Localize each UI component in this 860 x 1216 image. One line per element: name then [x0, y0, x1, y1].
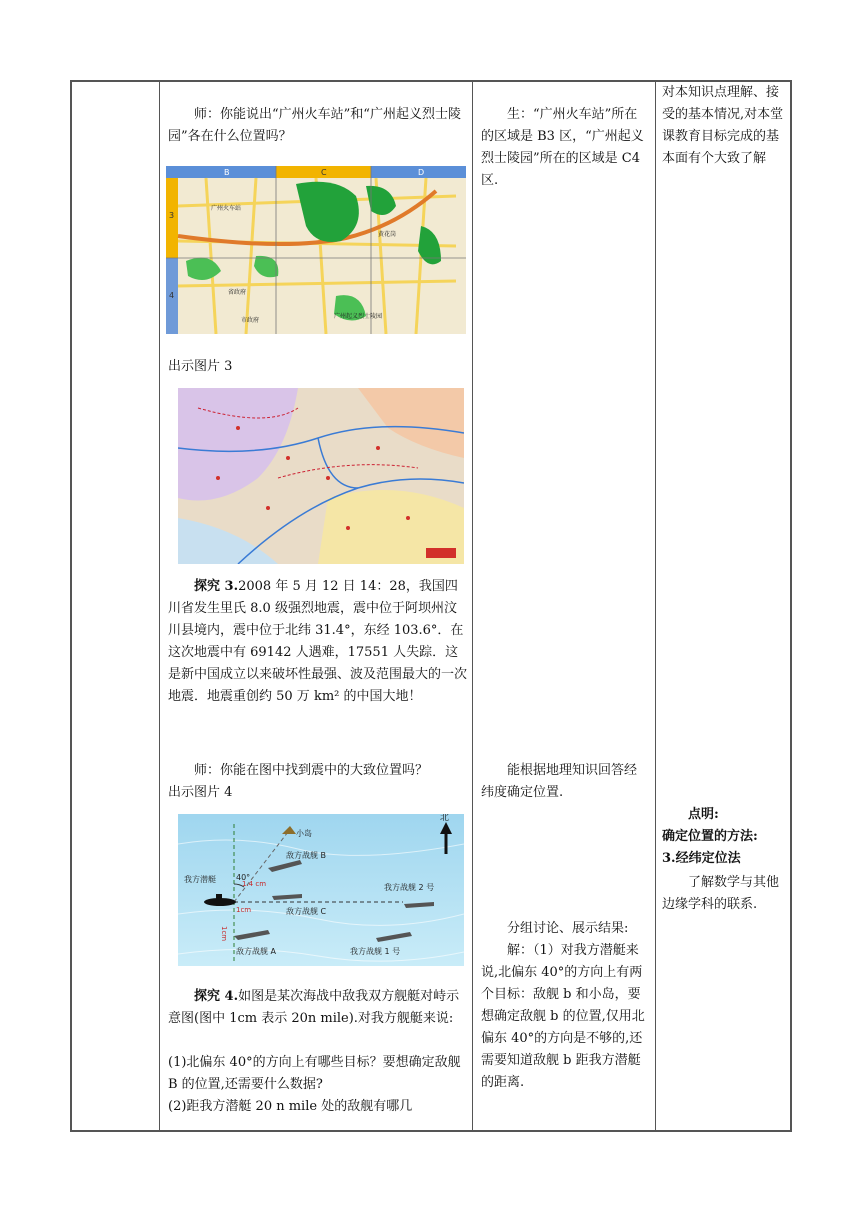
map-label-station: 广州火车站 — [211, 205, 242, 212]
column-design-intent — [656, 82, 790, 1130]
submarine-label: 我方潜艇 — [184, 875, 216, 884]
lesson-table — [70, 80, 792, 1132]
point-title: 点明: — [688, 807, 719, 822]
question-1: (1)北偏东 40°的方向上有哪些目标？要想确定敌舰 B 的位置,还需要什么数据? — [168, 1055, 461, 1092]
explore-4-text: 如图是某次海战中敌我双方舰艇对峙示意图(图中 1cm 表示 20n mile).对我方舰艇来说: — [168, 989, 460, 1026]
group-discussion-title: 分组讨论、展示结果: — [507, 921, 629, 936]
map-label-city-gov: 市政府 — [241, 317, 260, 324]
explore-3 — [168, 576, 468, 708]
island-label: 小岛 — [296, 829, 312, 838]
map-col-b: B — [224, 168, 230, 177]
ours-2-label: 我方战舰 2 号 — [384, 883, 435, 892]
teacher-question-2: 师：你能在图中找到震中的大致位置吗？ — [194, 763, 429, 778]
explore-3-text: 2008 年 5 月 12 日 14：28，我国四川省发生里氏 8.0 级强烈地震，震中位于阿坝州汶川县境内，震中位于北纬 31.4°，东经 103.6°．在这次地震中有 69142 人遇难，17551 人失踪．这是新中国成立以来破坏性最强、波及范围最大的一次地震．地震重创约 50 万 km² 的中国大地！ — [168, 579, 468, 704]
distance-1cm-h: 1cm — [236, 906, 252, 914]
naval-standoff-map — [178, 814, 464, 966]
point-line-1: 确定位置的方法: — [662, 829, 758, 844]
map-col-d: D — [418, 168, 425, 177]
map-col-c: C — [321, 168, 327, 177]
earthquake-region-map — [178, 388, 464, 564]
map-row-3: 3 — [169, 211, 175, 220]
distance-1-4cm: 1.4 cm — [242, 880, 267, 888]
map-label-cemetery: 广州起义烈士陵园 — [334, 313, 383, 320]
point-line-2: 3.经纬定位法 — [662, 851, 741, 866]
student-answer-1: 生：“广州火车站”所在的区域是 B3 区，“广州起义烈士陵园”所在的区域是 C4 区. — [481, 107, 644, 188]
map-label-huanghuagang: 黄花岗 — [378, 231, 397, 238]
column-stage — [72, 82, 160, 1130]
question-2: (2)距我方潜艇 20 n mile 处的敌舰有哪几 — [168, 1099, 413, 1114]
student-answer-2: 能根据地理知识回答经纬度确定位置. — [481, 763, 638, 800]
caption-figure-3: 出示图片 3 — [168, 359, 233, 374]
group-discussion-answer: 解：（1）对我方潜艇来说,北偏东 40°的方向上有两个目标：敌舰 b 和小岛，要想确定敌舰 b 的位置,仅用北偏东 40°的方向是不够的,还需要知道敌舰 b 距我方潜艇的距离. — [481, 943, 645, 1090]
column-student-activity — [473, 82, 656, 1130]
enemy-c-label: 敌方战舰 C — [286, 907, 327, 916]
caption-figure-4: 出示图片 4 — [168, 785, 233, 800]
ours-1-label: 我方战舰 1 号 — [350, 947, 401, 956]
explore-4 — [168, 986, 468, 1030]
distance-1cm-v: 1cm — [220, 926, 228, 942]
map-row-4: 4 — [169, 291, 175, 300]
intent-text-1: 对本知识点理解、接受的基本情况,对本堂课教育目标完成的基本面有个大致了解 — [662, 85, 784, 166]
explore-3-title: 探究 3. — [194, 579, 239, 594]
north-label: 北 — [440, 814, 450, 823]
column-teacher-activity — [160, 82, 473, 1130]
explore-4-title: 探究 4. — [194, 989, 239, 1004]
guangzhou-grid-map — [166, 166, 466, 334]
enemy-a-label: 敌方战舰 A — [236, 947, 277, 956]
teacher-question-1: 师：你能说出“广州火车站”和“广州起义烈士陵园”各在什么位置吗？ — [168, 107, 461, 144]
enemy-b-label: 敌方战舰 B — [286, 851, 327, 860]
angle-label: 40° — [236, 873, 251, 882]
intent-text-2: 了解数学与其他边缘学科的联系. — [662, 875, 780, 912]
map-label-provincial-gov: 省政府 — [228, 289, 247, 296]
